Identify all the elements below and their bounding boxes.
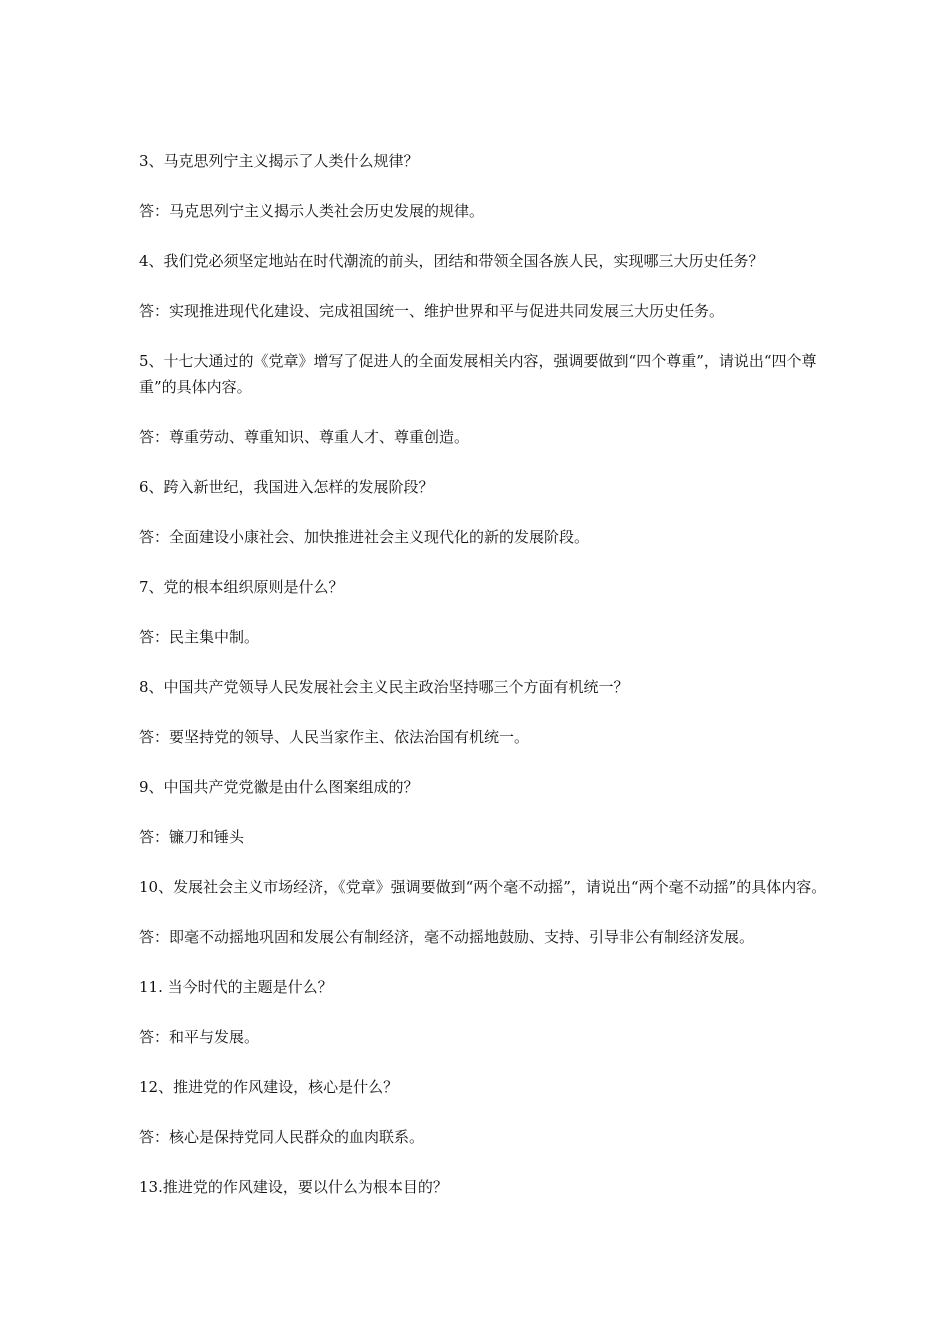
question-5: 5、十七大通过的《党章》增写了促进人的全面发展相关内容，强调要做到“四个尊重”，请说出“四个尊重”的具体内容。: [139, 352, 817, 396]
answer-9: 答：镰刀和锤头: [139, 828, 245, 846]
answer-3: 答：马克思列宁主义揭示人类社会历史发展的规律。: [139, 202, 485, 220]
answer-11: 答：和平与发展。: [139, 1028, 260, 1046]
question-3: 3、马克思列宁主义揭示了人类什么规律？: [139, 152, 419, 170]
question-10: 10、发展社会主义市场经济，《党章》强调要做到“两个毫不动摇”，请说出“两个毫不动摇”的具体内容。: [139, 878, 827, 896]
document-body: [139, 148, 829, 1224]
question-13: 13.推进党的作风建设，要以什么为根本目的？: [139, 1178, 448, 1196]
question-9: 9、中国共产党党徽是由什么图案组成的？: [139, 778, 419, 796]
answer-6: 答：全面建设小康社会、加快推进社会主义现代化的新的发展阶段。: [139, 528, 590, 546]
question-12: 12、推进党的作风建设，核心是什么？: [139, 1078, 399, 1096]
answer-10: 答：即毫不动摇地巩固和发展公有制经济，毫不动摇地鼓励、支持、引导非公有制经济发展。: [139, 928, 755, 946]
answer-5: 答：尊重劳动、尊重知识、尊重人才、尊重创造。: [139, 428, 470, 446]
question-8: 8、中国共产党领导人民发展社会主义民主政治坚持哪三个方面有机统一？: [139, 678, 629, 696]
answer-8: 答：要坚持党的领导、人民当家作主、依法治国有机统一。: [139, 728, 530, 746]
answer-4: 答：实现推进现代化建设、完成祖国统一、维护世界和平与促进共同发展三大历史任务。: [139, 302, 725, 320]
answer-12: 答：核心是保持党同人民群众的血肉联系。: [139, 1128, 425, 1146]
question-7: 7、党的根本组织原则是什么？: [139, 578, 344, 596]
question-6: 6、跨入新世纪，我国进入怎样的发展阶段？: [139, 478, 434, 496]
answer-7: 答：民主集中制。: [139, 628, 260, 646]
question-11: 11. 当今时代的主题是什么？: [139, 978, 333, 996]
question-4: 4、我们党必须坚定地站在时代潮流的前头，团结和带领全国各族人民，实现哪三大历史任务？: [139, 252, 764, 270]
